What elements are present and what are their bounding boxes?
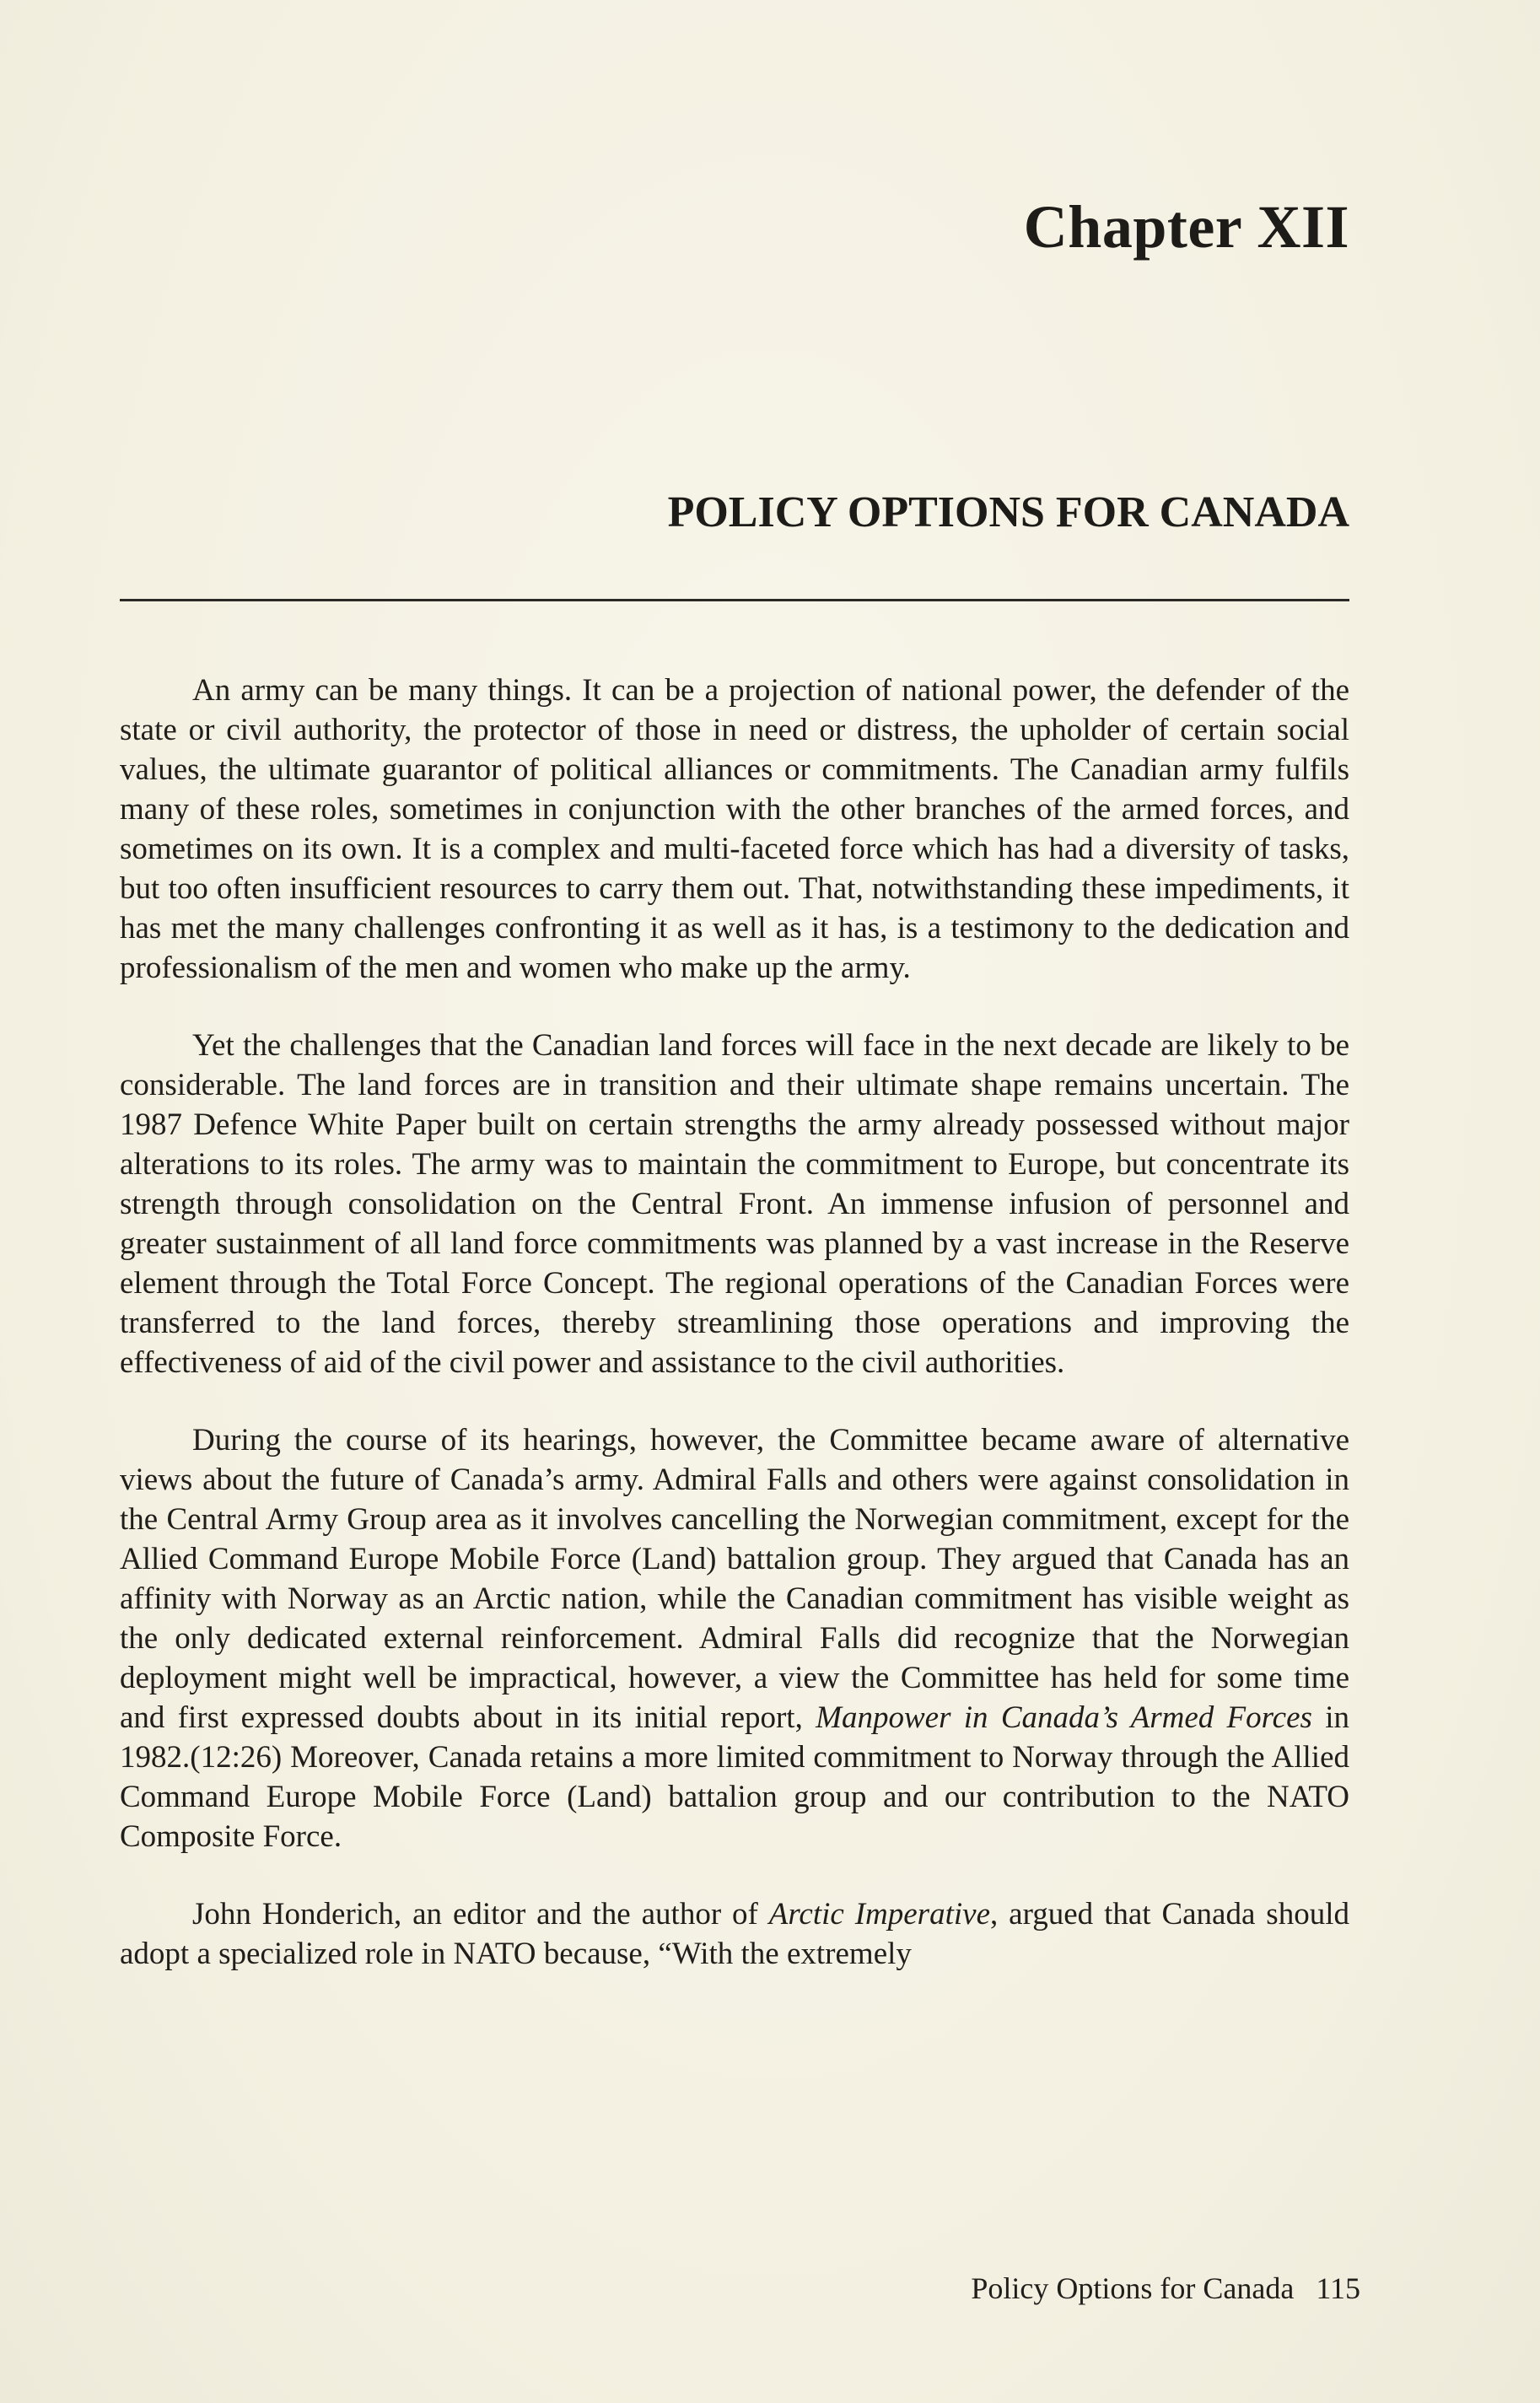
paragraph-text: in 1982.(12:26) Moreover, Canada retains a more limited commitment to Norway through the Allied Command Europe Mobile Force (Land) battalion group and our contribution to the NATO Composite Force. [120,1700,1350,1854]
title-divider [120,599,1349,601]
paragraph-text: , argued that Canada should adopt a specialized role in NATO because, “With the extremely [120,1897,1349,1971]
chapter-title: POLICY OPTIONS FOR CANADA [667,488,1349,536]
body-text [120,671,1349,1974]
chapter-number: Chapter XII [1023,193,1349,261]
paragraph-text: John Honderich, an editor and the author of [192,1897,769,1932]
paragraph-land-forces-challenges: Yet the challenges that the Canadian land forces will face in the next decade are likely to be considerable. The land forces are in transition and their ultimate shape remains uncertain. The 1987 Defence White Paper built on certain strengths the army already possessed without major alterations to its roles. The army was to maintain the commitment to Europe, but concentrate its strength through consolidation on the Central Front. An immense infusion of personnel and greater sustainment of all land force commitments was planned by a vast increase in the Reserve element through the Total Force Concept. The regional operations of the Canadian Forces were transferred to the land forces, thereby streamlining those operations and improving the effectiveness of aid of the civil power and assistance to the civil authorities. [120,1028,1349,1380]
paragraph-text: During the course of its hearings, however, the Committee became aware of alternative views about the future of Canada’s army. Admiral Falls and others were against consolidation in the Central Army Group area as it involves cancelling the Norwegian commitment, except for the Allied Command Europe Mobile Force (Land) battalion group. They argued that Canada has an affinity with Norway as an Arctic nation, while the Canadian commitment has visible weight as the only dedicated external reinforcement. Admiral Falls did recognize that the Norwegian deployment might well be impractical, however, a view the Committee has held for some time and first expressed doubts about in its initial report, [120,1423,1349,1735]
paragraph-alternative-views [120,1420,1349,1856]
paragraph-army-roles: An army can be many things. It can be a projection of national power, the defender of the state or civil authority, the protector of those in need or distress, the upholder of certain social values, the ultimate guarantor of political alliances or commitments. The Canadian army fulfils many of these roles, sometimes in conjunction with the other branches of the armed forces, and sometimes on its own. It is a complex and multi-faceted force which has had a diversity of tasks, but too often insufficient resources to carry them out. That, notwithstanding these impediments, it has met the many challenges confronting it as well as it has, is a testimony to the dedication and professionalism of the men and women who make up the army. [120,673,1349,985]
report-title: Manpower in Canada’s Armed Forces [816,1700,1312,1735]
paragraph-honderich [120,1894,1349,1974]
page-number: 115 [1316,2271,1360,2305]
page-footer [971,2271,1360,2306]
running-title: Policy Options for Canada [971,2271,1295,2305]
book-title: Arctic Imperative [768,1897,990,1932]
